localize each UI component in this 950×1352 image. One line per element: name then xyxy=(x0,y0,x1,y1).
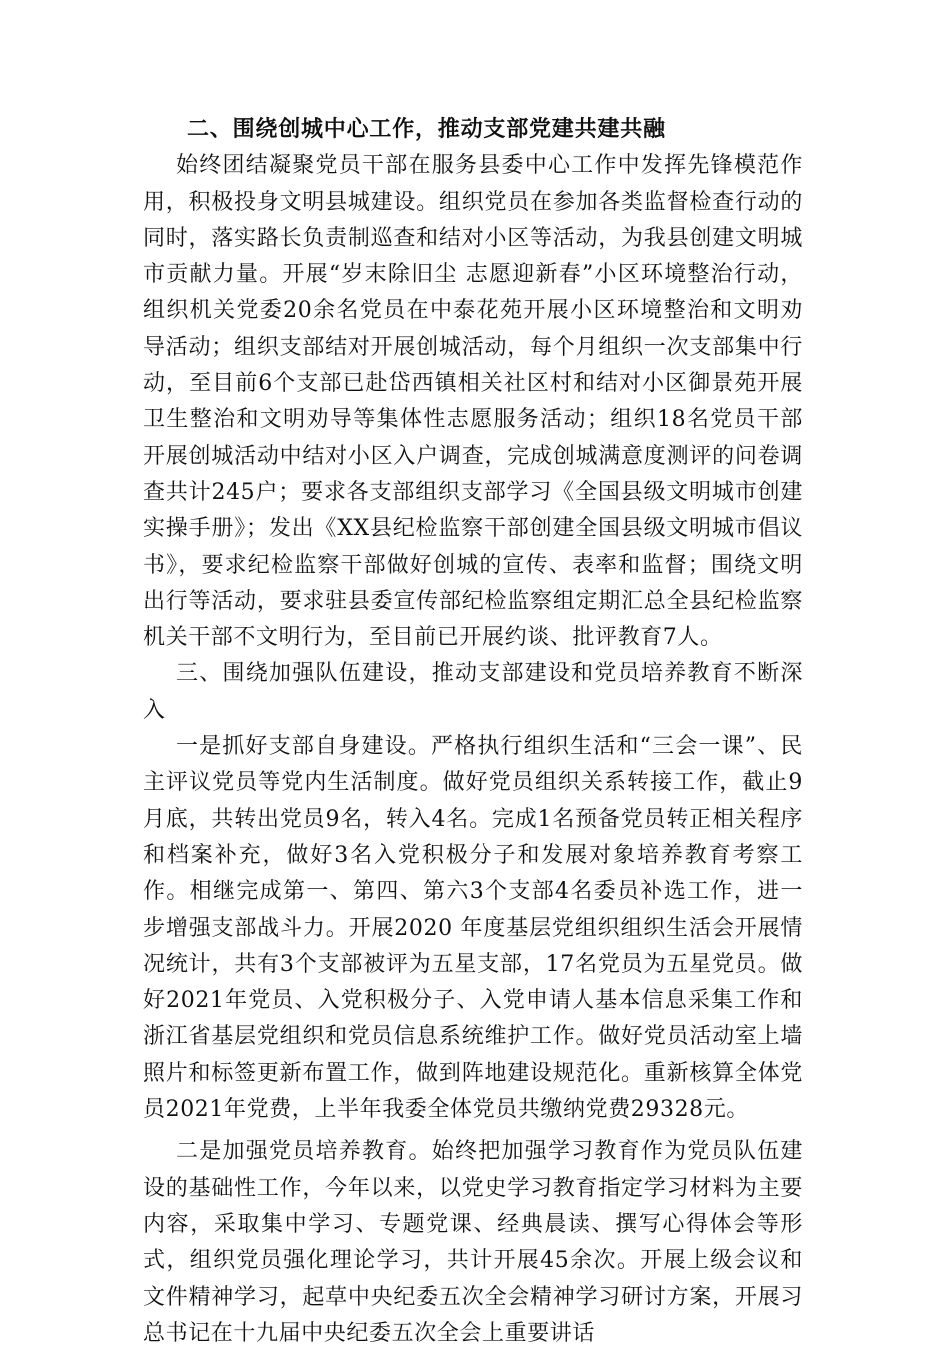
paragraph-2: 一是抓好支部自身建设。严格执行组织生活和“三会一课”、民主评议党员等党内生活制度。做好党员组织关系转接工作，截止9月底，共转出党员9名，转入4名。完成1名预备党员转正相关程序和档案补充，做好3名入党积极分子和发展对象培养教育考察工作。相继完成第一、第四、第六3个支部4名委员补选工作，进一步增强支部战斗力。开展2020 年度基层党组织组织生活会开展情况统计，共有3个支部被评为五星支部，17名党员为五星党员。做好2021年党员、入党积极分子、入党申请人基本信息采集工作和浙江省基层党组织和党员信息系统维护工作。做好党员活动室上墙照片和标签更新布置工作，做到阵地建设规范化。重新核算全体党员2021年党费，上半年我委全体党员共缴纳党费29328元。 xyxy=(143,734,803,1123)
section-heading-2: 二、围绕创城中心工作，推动支部党建共建共融 xyxy=(187,117,666,142)
section-heading-3: 三、围绕加强队伍建设，推动支部建设和党员培养教育不断深入 xyxy=(143,661,803,723)
paragraph-3: 二是加强党员培养教育。始终把加强学习教育作为党员队伍建设的基础性工作，今年以来，以党史学习教育指定学习材料为主要内容，采取集中学习、专题党课、经典晨读、撰写心得体会等形式，组织党员强化理论学习，共计开展45余次。开展上级会议和文件精神学习，起草中央纪委五次全会精神学习研讨方案，开展习总书记在十九届中央纪委五次全会上重要讲话 xyxy=(143,1139,803,1346)
document-body xyxy=(143,112,803,1352)
paragraph-1: 始终团结凝聚党员干部在服务县委中心工作中发挥先锋模范作用，积极投身文明县城建设。组织党员在参加各类监督检查行动的同时，落实路长负责制巡查和结对小区等活动，为我县创建文明城市贡献力量。开展“岁末除旧尘 志愿迎新春”小区环境整治行动，组织机关党委20余名党员在中泰花苑开展小区环境整治和文明劝导活动；组织支部结对开展创城活动，每个月组织一次支部集中行动，至目前6个支部已赴岱西镇相关社区村和结对小区御景苑开展卫生整治和文明劝导等集体性志愿服务活动；组织18名党员干部开展创城活动中结对小区入户调查，完成创城满意度测评的问卷调查共计245户；要求各支部组织支部学习《全国县级文明城市创建实操手册》；发出《XX县纪检监察干部创建全国县级文明城市倡议书》，要求纪检监察干部做好创城的宣传、表率和监督；围绕文明出行等活动，要求驻县委宣传部纪检监察组定期汇总全县纪检监察机关干部不文明行为，至目前已开展约谈、批评教育7人。 xyxy=(143,153,803,651)
